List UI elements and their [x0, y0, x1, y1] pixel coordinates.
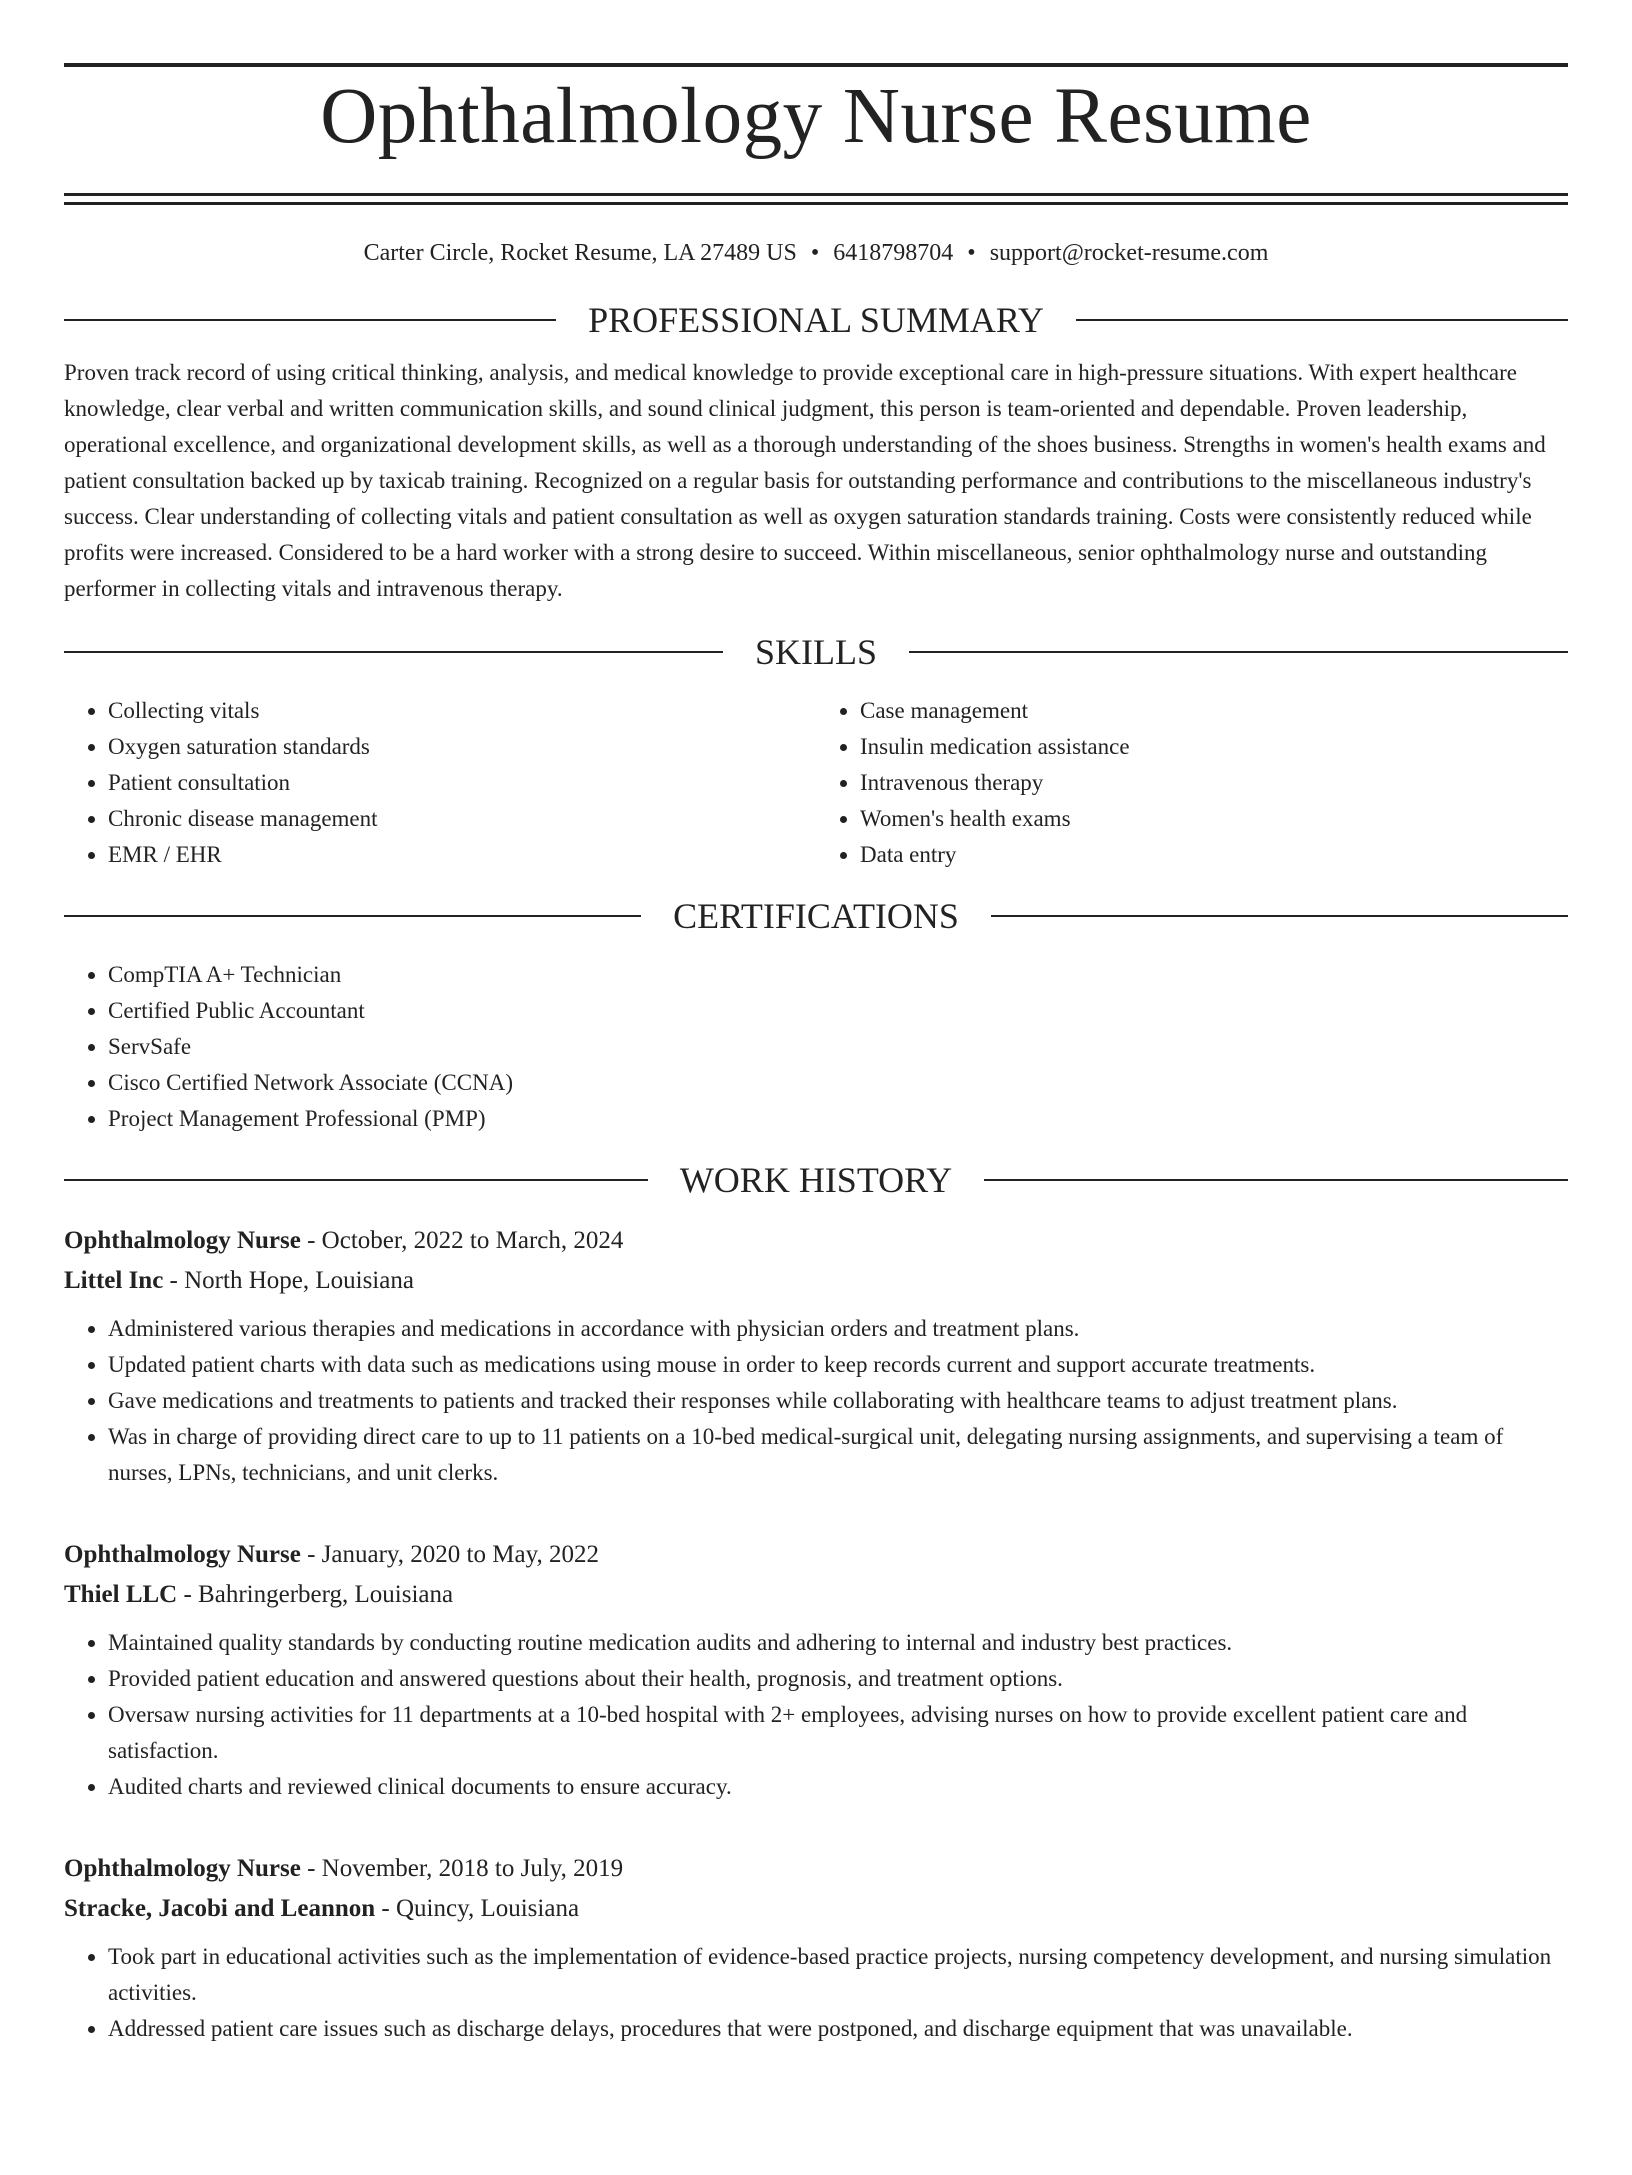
contact-address: Carter Circle, Rocket Resume, LA 27489 US	[363, 240, 797, 266]
heading-rule-right	[909, 651, 1568, 653]
skills-columns	[64, 693, 1568, 873]
skills-section-heading	[64, 629, 1568, 675]
job-dates: - November, 2018 to July, 2019	[300, 1855, 624, 1882]
job-company-line	[64, 1889, 1568, 1929]
job-bullet: • Was in charge of providing direct care to up to 11 patients on a 10-bed medical-surgical unit, delegating nursing assignments, and supervising a team of nurses, LPNs, technicians, and unit clerks.	[108, 1419, 1568, 1491]
job-company: Stracke, Jacobi and Leannon	[64, 1895, 376, 1922]
heading-rule-left	[64, 915, 641, 917]
skills-left-list	[64, 693, 816, 873]
skills-heading: SKILLS	[755, 632, 878, 672]
job-bullets	[64, 1625, 1568, 1805]
heading-rule-left	[64, 1179, 648, 1181]
job-dates: - October, 2022 to March, 2024	[300, 1227, 624, 1254]
job-bullet: • Provided patient education and answered questions about their health, prognosis, and treatment options.	[108, 1661, 1568, 1697]
summary-section-heading	[64, 297, 1568, 343]
job-bullet: • Gave medications and treatments to patients and tracked their responses while collaborating with healthcare teams to adjust treatment plans.	[108, 1383, 1568, 1419]
job-entry	[64, 1221, 1568, 1491]
job-company-line	[64, 1261, 1568, 1301]
job-bullets	[64, 1311, 1568, 1491]
heading-rule-right	[1076, 319, 1568, 321]
job-dates: - January, 2020 to May, 2022	[300, 1541, 599, 1568]
job-bullet: • Updated patient charts with data such as medications using mouse in order to keep records current and support accurate treatments.	[108, 1347, 1568, 1383]
job-bullets	[64, 1939, 1568, 2047]
job-title-line	[64, 1535, 1568, 1575]
skill-item: • Chronic disease management	[108, 801, 816, 837]
job-entry	[64, 1849, 1568, 2047]
summary-text: Proven track record of using critical thinking, analysis, and medical knowledge to provide exceptional care in high-pressure situations. With expert healthcare knowledge, clear verbal and written communication skills, and sound clinical judgment, this person is team-oriented and dependable. Proven leadership, operational excellence, and organizational development skills, as well as a thorough understanding of the shoes business. Strengths in women's health exams and patient consultation backed up by taxicab training. Recognized on a regular basis for outstanding performance and contributions to the miscellaneous industry's success. Clear understanding of collecting vitals and patient consultation as well as oxygen saturation standards training. Costs were consistently reduced while profits were increased. Considered to be a hard worker with a strong desire to succeed. Within miscellaneous, senior ophthalmology nurse and outstanding performer in collecting vitals and intravenous therapy.	[64, 360, 1546, 601]
job-company: Thiel LLC	[64, 1581, 178, 1608]
job-entry	[64, 1535, 1568, 1805]
certification-item: • CompTIA A+ Technician	[108, 957, 1568, 993]
contact-separator: •	[810, 240, 820, 266]
certification-item: • Cisco Certified Network Associate (CCNA)	[108, 1065, 1568, 1101]
job-bullet: • Oversaw nursing activities for 11 departments at a 10-bed hospital with 2+ employees, advising nurses on how to provide excellent patient care and satisfaction.	[108, 1697, 1568, 1769]
heading-rule-left	[64, 319, 556, 321]
certification-item: • Certified Public Accountant	[108, 993, 1568, 1029]
top-rule	[64, 63, 1568, 67]
job-role: Ophthalmology Nurse	[64, 1227, 301, 1254]
certification-item: • ServSafe	[108, 1029, 1568, 1065]
skill-item: • Insulin medication assistance	[860, 729, 1568, 765]
job-bullet: • Addressed patient care issues such as discharge delays, procedures that were postponed, and discharge equipment that was unavailable.	[108, 2011, 1568, 2047]
skill-item: • Intravenous therapy	[860, 765, 1568, 801]
job-bullet: • Maintained quality standards by conducting routine medication audits and adhering to internal and industry best practices.	[108, 1625, 1568, 1661]
resume-page	[0, 63, 1632, 2175]
job-title-line	[64, 1221, 1568, 1261]
certifications-section-heading	[64, 893, 1568, 939]
job-location: - Quincy, Louisiana	[375, 1895, 580, 1922]
contact-phone: 6418798704	[833, 240, 954, 266]
job-bullet: • Took part in educational activities such as the implementation of evidence-based practice projects, nursing competency development, and nursing simulation activities.	[108, 1939, 1568, 2011]
job-role: Ophthalmology Nurse	[64, 1541, 301, 1568]
job-bullet: • Audited charts and reviewed clinical documents to ensure accuracy.	[108, 1769, 1568, 1805]
heading-rule-left	[64, 651, 723, 653]
summary-heading: PROFESSIONAL SUMMARY	[588, 300, 1044, 340]
skills-right-list	[816, 693, 1568, 873]
job-title-line	[64, 1849, 1568, 1889]
job-company: Littel Inc	[64, 1267, 164, 1294]
heading-rule-right	[984, 1179, 1568, 1181]
skill-item: • Oxygen saturation standards	[108, 729, 816, 765]
skill-item: • Case management	[860, 693, 1568, 729]
job-location: - North Hope, Louisiana	[163, 1267, 414, 1294]
job-company-line	[64, 1575, 1568, 1615]
resume-title: Ophthalmology Nurse Resume	[320, 73, 1312, 160]
job-location: - Bahringerberg, Louisiana	[177, 1581, 454, 1608]
contact-separator: •	[967, 240, 976, 266]
contact-email: support@rocket-resume.com	[989, 240, 1269, 266]
certifications-heading: CERTIFICATIONS	[673, 896, 959, 936]
job-bullet: • Administered various therapies and medications in accordance with physician orders and treatment plans.	[108, 1311, 1568, 1347]
skill-item: • Patient consultation	[108, 765, 816, 801]
skill-item: • Collecting vitals	[108, 693, 816, 729]
contact-line	[64, 235, 1568, 271]
skill-item: • Data entry	[860, 837, 1568, 873]
certifications-list	[64, 957, 1568, 1137]
certification-item: • Project Management Professional (PMP)	[108, 1101, 1568, 1137]
job-role: Ophthalmology Nurse	[64, 1855, 301, 1882]
work-history-section-heading	[64, 1157, 1568, 1203]
work-history-heading: WORK HISTORY	[679, 1160, 953, 1200]
skill-item: • EMR / EHR	[108, 837, 816, 873]
skill-item: • Women's health exams	[860, 801, 1568, 837]
title-double-rule	[64, 193, 1568, 205]
heading-rule-right	[991, 915, 1568, 917]
